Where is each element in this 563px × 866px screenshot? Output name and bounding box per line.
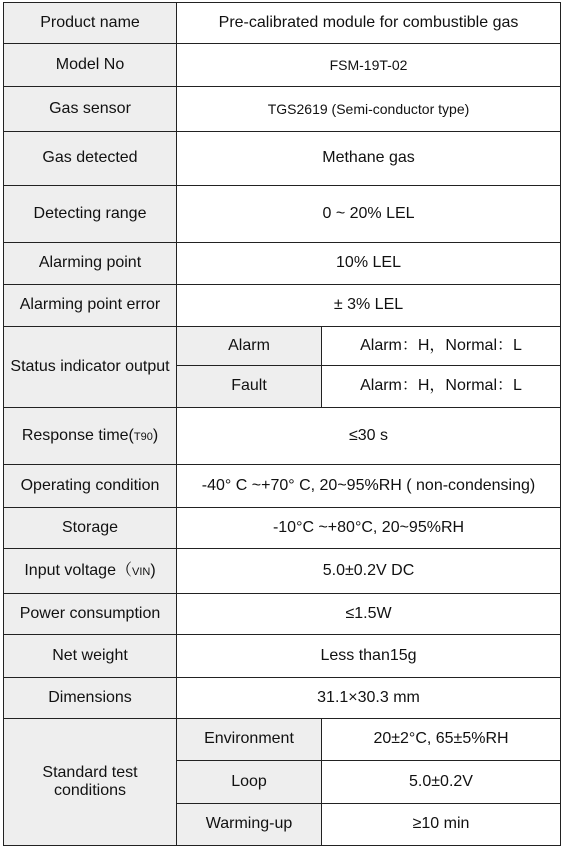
row-label-status-indicator: Status indicator output (4, 327, 177, 408)
row-value-operating-condition: -40° C ~+70° C, 20~95%RH ( non-condensing) (177, 465, 561, 508)
table-row (4, 678, 561, 719)
row-value-alarming-point: 10% LEL (177, 243, 561, 285)
sub-value-alarm: Alarm：H，Normal：L (322, 327, 561, 366)
table-row (4, 87, 561, 132)
row-label-gas-sensor: Gas sensor (4, 87, 177, 132)
table-row (4, 44, 561, 87)
row-value-response-time: ≤30 s (177, 408, 561, 465)
row-label-detecting-range: Detecting range (4, 186, 177, 243)
response-time-label-sub: T90 (133, 430, 153, 443)
row-value-alarming-point-error: ± 3% LEL (177, 285, 561, 327)
table-row (4, 508, 561, 549)
row-label-dimensions: Dimensions (4, 678, 177, 719)
row-value-power-consumption: ≤1.5W (177, 594, 561, 635)
row-value-gas-detected: Methane gas (177, 132, 561, 186)
row-label-response-time (4, 408, 177, 465)
sub-label-environment: Environment (177, 719, 322, 761)
row-value-detecting-range: 0 ~ 20% LEL (177, 186, 561, 243)
sub-label-loop: Loop (177, 761, 322, 804)
sub-label-warming-up: Warming-up (177, 804, 322, 846)
row-value-storage: -10°C ~+80°C, 20~95%RH (177, 508, 561, 549)
table-row (4, 327, 561, 366)
table-row (4, 132, 561, 186)
row-value-net-weight: Less than15g (177, 635, 561, 678)
row-label-net-weight: Net weight (4, 635, 177, 678)
row-label-operating-condition: Operating condition (4, 465, 177, 508)
row-label-alarming-point-error: Alarming point error (4, 285, 177, 327)
sub-label-alarm: Alarm (177, 327, 322, 366)
row-label-product-name: Product name (4, 3, 177, 44)
spec-table (3, 2, 561, 846)
input-voltage-label-end: ) (150, 561, 156, 579)
table-row (4, 635, 561, 678)
table-row (4, 465, 561, 508)
row-label-standard-test: Standard test conditions (4, 719, 177, 846)
input-voltage-label-sub: VIN (131, 565, 151, 578)
sub-value-loop: 5.0±0.2V (322, 761, 561, 804)
table-row (4, 186, 561, 243)
sub-value-fault: Alarm：H，Normal：L (322, 366, 561, 408)
row-label-model-no: Model No (4, 44, 177, 87)
row-value-gas-sensor: TGS2619 (Semi-conductor type) (177, 87, 561, 132)
row-value-dimensions: 31.1×30.3 mm (177, 678, 561, 719)
row-label-power-consumption: Power consumption (4, 594, 177, 635)
table-row (4, 549, 561, 594)
response-time-label-text: Response time( (21, 426, 134, 444)
response-time-label-end: ) (152, 426, 159, 444)
row-label-alarming-point: Alarming point (4, 243, 177, 285)
row-label-storage: Storage (4, 508, 177, 549)
sub-value-warming-up: ≥10 min (322, 804, 561, 846)
table-row (4, 408, 561, 465)
row-label-input-voltage (4, 549, 177, 594)
sub-value-environment: 20±2°C, 65±5%RH (322, 719, 561, 761)
sub-label-fault: Fault (177, 366, 322, 408)
table-row (4, 243, 561, 285)
table-row (4, 719, 561, 761)
table-row (4, 3, 561, 44)
row-value-input-voltage: 5.0±0.2V DC (177, 549, 561, 594)
input-voltage-label-text: Input voltage（ (24, 561, 132, 579)
row-label-gas-detected: Gas detected (4, 132, 177, 186)
table-row (4, 594, 561, 635)
table-row (4, 285, 561, 327)
row-value-model-no: FSM-19T-02 (177, 44, 561, 87)
row-value-product-name: Pre-calibrated module for combustible gas (177, 3, 561, 44)
